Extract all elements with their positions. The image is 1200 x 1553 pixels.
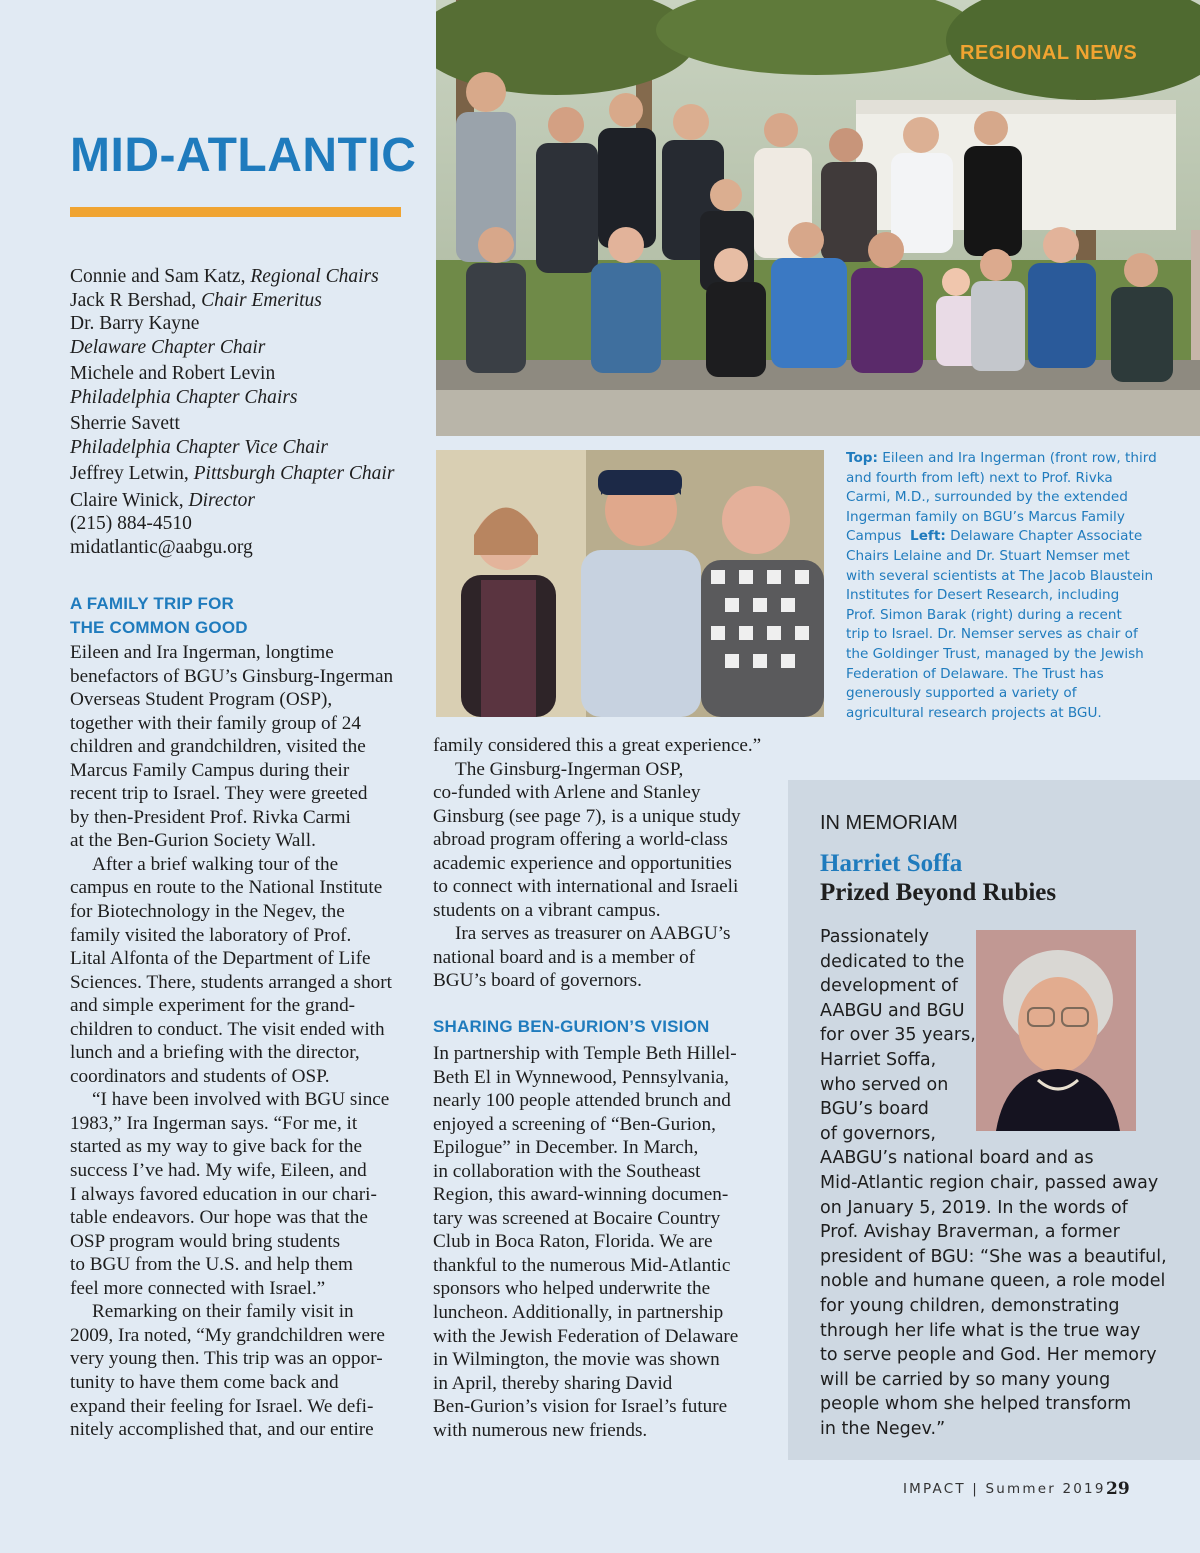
text-line: Passionately xyxy=(820,927,929,947)
officer-line: midatlantic@aabgu.org xyxy=(70,536,253,558)
text-line: family considered this a great experience.” xyxy=(433,735,762,756)
text-line: to BGU from the U.S. and help them xyxy=(70,1254,353,1276)
text-line: students on a vibrant campus. xyxy=(433,899,661,921)
text-line: who served on xyxy=(820,1074,949,1095)
memoriam-text xyxy=(820,925,1167,1441)
text-line: coordinators and students of OSP. xyxy=(70,1065,330,1087)
text-line: benefactors of BGU’s Ginsburg-Ingerman xyxy=(70,665,394,687)
text-line: very young then. This trip was an oppor- xyxy=(70,1348,383,1370)
text-line: dedicated to the xyxy=(820,951,965,972)
officer-line: Sherrie Savett xyxy=(70,413,180,434)
text-line: BGU’s board of governors. xyxy=(433,970,642,992)
officer-line: Michele and Robert Levin xyxy=(70,363,276,384)
text-line: nitely accomplished that, and our entire xyxy=(70,1419,374,1441)
text-line: Ginsburg (see page 7), is a unique study xyxy=(433,805,741,827)
page-title: MID-ATLANTIC xyxy=(70,129,417,182)
text-line: national board and is a member of xyxy=(433,946,696,968)
group-photo xyxy=(436,0,1200,436)
text-line: to connect with international and Israeli xyxy=(433,876,739,898)
text-line: together with their family group of 24 xyxy=(70,712,361,734)
text-line: people whom she helped transform xyxy=(820,1394,1132,1415)
text-line: In partnership with Temple Beth Hillel- xyxy=(433,1043,737,1065)
text-line: in April, thereby sharing David xyxy=(433,1372,673,1394)
text-line: OSP program would bring students xyxy=(70,1230,341,1252)
text-line: Club in Boca Raton, Florida. We are xyxy=(433,1231,713,1253)
text-line: by then-President Prof. Rivka Carmi xyxy=(70,806,351,828)
text-line: Ira serves as treasurer on AABGU’s xyxy=(455,923,731,945)
text-line: luncheon. Additionally, in partnership xyxy=(433,1302,724,1324)
text-line: campus en route to the National Institute xyxy=(70,877,383,899)
text-line: through her life what is the true way xyxy=(820,1320,1141,1341)
officer-line: Claire Winick, Director xyxy=(70,489,255,511)
text-line: enjoyed a screening of “Ben-Gurion, xyxy=(433,1113,716,1135)
article2-body xyxy=(433,1042,773,1442)
caption-top-label: Top: xyxy=(846,450,878,466)
text-line: sponsors who helped underwrite the xyxy=(433,1278,711,1300)
text-line: Overseas Student Program (OSP), xyxy=(70,689,333,711)
text-line: in the Negev.” xyxy=(820,1418,946,1439)
officer-line: Connie and Sam Katz, Regional Chairs xyxy=(70,266,379,287)
text-line: development of xyxy=(820,976,958,997)
text-line: for over 35 years, xyxy=(820,1025,976,1046)
text-line: children to conduct. The visit ended with xyxy=(70,1018,385,1040)
text-line: at the Ben-Gurion Society Wall. xyxy=(70,830,316,852)
text-line: for Biotechnology in the Negev, the xyxy=(70,901,345,923)
officer-line: Dr. Barry Kayne xyxy=(70,313,200,334)
text-line: of governors, xyxy=(820,1123,936,1144)
text-line: AABGU and BGU xyxy=(820,1000,965,1021)
memoriam-subtitle: Prized Beyond Rubies xyxy=(820,879,1057,906)
text-line: expand their feeling for Israel. We defi- xyxy=(70,1395,374,1417)
text-line: Mid-Atlantic region chair, passed away xyxy=(820,1172,1159,1193)
text-line: Marcus Family Campus during their xyxy=(70,759,350,781)
officer-line: (215) 884-4510 xyxy=(70,513,192,534)
text-line: Eileen and Ira Ingerman, longtime xyxy=(70,642,334,663)
text-line: lunch and a briefing with the director, xyxy=(70,1042,360,1064)
article-column-2 xyxy=(433,734,773,1442)
text-line: table endeavors. Our hope was that the xyxy=(70,1207,368,1229)
memoriam-heading: IN MEMORIAM xyxy=(820,812,958,834)
text-line: “I have been involved with BGU since xyxy=(92,1089,390,1111)
text-line: Harriet Soffa, xyxy=(820,1049,937,1070)
text-line: nearly 100 people attended brunch and xyxy=(433,1090,731,1112)
text-line: The Ginsburg-Ingerman OSP, xyxy=(455,758,684,780)
article-body-continued xyxy=(433,734,773,993)
text-line: BGU’s board xyxy=(820,1099,929,1120)
text-line: will be carried by so many young xyxy=(820,1369,1111,1390)
text-line: family visited the laboratory of Prof. xyxy=(70,924,352,946)
text-line: in collaboration with the Southeast xyxy=(433,1160,701,1182)
text-line: children and grandchildren, visited the xyxy=(70,736,366,758)
text-line: tunity to have them come back and xyxy=(70,1371,339,1393)
page-number: 29 xyxy=(1106,1479,1130,1499)
text-line: Remarking on their family visit in xyxy=(92,1301,354,1323)
text-line: Ben-Gurion’s vision for Israel’s future xyxy=(433,1396,728,1418)
text-line: in Wilmington, the movie was shown xyxy=(433,1349,720,1371)
caption-left-label: Left: xyxy=(910,528,946,545)
text-line: co-funded with Arlene and Stanley xyxy=(433,782,701,804)
officer-line: Philadelphia Chapter Chairs xyxy=(70,386,298,408)
memoriam-name: Harriet Soffa xyxy=(820,850,963,877)
title-rule xyxy=(70,207,401,217)
text-line: Prof. Avishay Braverman, a former xyxy=(820,1222,1120,1243)
officer-line: Delaware Chapter Chair xyxy=(70,336,266,358)
article-column-1 xyxy=(70,592,415,1442)
section-label: REGIONAL NEWS xyxy=(960,42,1138,64)
scientists-photo xyxy=(436,450,824,717)
text-line: Lital Alfonta of the Department of Life xyxy=(70,948,371,970)
text-line: After a brief walking tour of the xyxy=(92,853,339,875)
text-line: AABGU’s national board and as xyxy=(820,1148,1094,1169)
text-line: academic experience and opportunities xyxy=(433,852,732,874)
text-line: Sciences. There, students arranged a short xyxy=(70,971,392,993)
text-line: for young children, demonstrating xyxy=(820,1295,1120,1316)
text-line: with the Jewish Federation of Delaware xyxy=(433,1325,739,1347)
text-line: president of BGU: “She was a beautiful, xyxy=(820,1246,1167,1267)
officer-list xyxy=(70,265,410,559)
officer-line: Philadelphia Chapter Vice Chair xyxy=(70,436,328,458)
text-line: started as my way to give back for the xyxy=(70,1136,362,1158)
text-line: feel more connected with Israel.” xyxy=(70,1277,326,1299)
text-line: Region, this award-winning documen- xyxy=(433,1184,729,1206)
article-body xyxy=(70,641,415,1442)
text-line: on January 5, 2019. In the words of xyxy=(820,1197,1128,1218)
text-line: tary was screened at Bocaire Country xyxy=(433,1207,721,1229)
text-line: abroad program offering a world-class xyxy=(433,829,728,851)
text-line: and simple experiment for the grand- xyxy=(70,995,356,1017)
publication-footer: IMPACT | Summer 2019 xyxy=(903,1481,1106,1497)
text-line: with numerous new friends. xyxy=(433,1419,648,1441)
text-line: 1983,” Ira Ingerman says. “For me, it xyxy=(70,1112,358,1134)
photo-caption: Top: Eileen and Ira Ingerman (front row, third and fourth from left) next to Prof. Rivka Carmi, M.D., surrounded by the extended Ingerman family on BGU’s Marcus Family Campus Left: Delaware Chapter Associate Chairs Lelaine and Dr. Stuart Nemser met with several scientists at The Jacob Blaustein Institutes for Desert Research, including Prof. Simon Barak (right) during a recent trip to Israel. Dr. Nemser serves as chair of the Goldinger Trust, managed by the Jewish Federation of Delaware. The Trust has generously supported a variety of agricultural research projects at BGU. xyxy=(846,450,1157,721)
text-line: I always favored education in our chari- xyxy=(70,1183,377,1205)
text-line: 2009, Ira noted, “My grandchildren were xyxy=(70,1324,385,1346)
article2-heading: SHARING BEN-GURION’S VISION xyxy=(433,1017,710,1037)
text-line: success I’ve had. My wife, Eileen, and xyxy=(70,1160,367,1182)
article-heading: A FAMILY TRIP FOR THE COMMON GOOD xyxy=(70,594,248,637)
text-line: Epilogue” in December. In March, xyxy=(433,1137,699,1159)
text-line: to serve people and God. Her memory xyxy=(820,1345,1157,1366)
officer-line: Jack R Bershad, Chair Emeritus xyxy=(70,289,322,311)
text-line: recent trip to Israel. They were greeted xyxy=(70,783,368,805)
text-line: Beth El in Wynnewood, Pennsylvania, xyxy=(433,1066,729,1088)
officer-line: Jeffrey Letwin, Pittsburgh Chapter Chair xyxy=(70,463,395,484)
text-line: noble and humane queen, a role model xyxy=(820,1271,1166,1292)
text-line: thankful to the numerous Mid-Atlantic xyxy=(433,1254,731,1276)
